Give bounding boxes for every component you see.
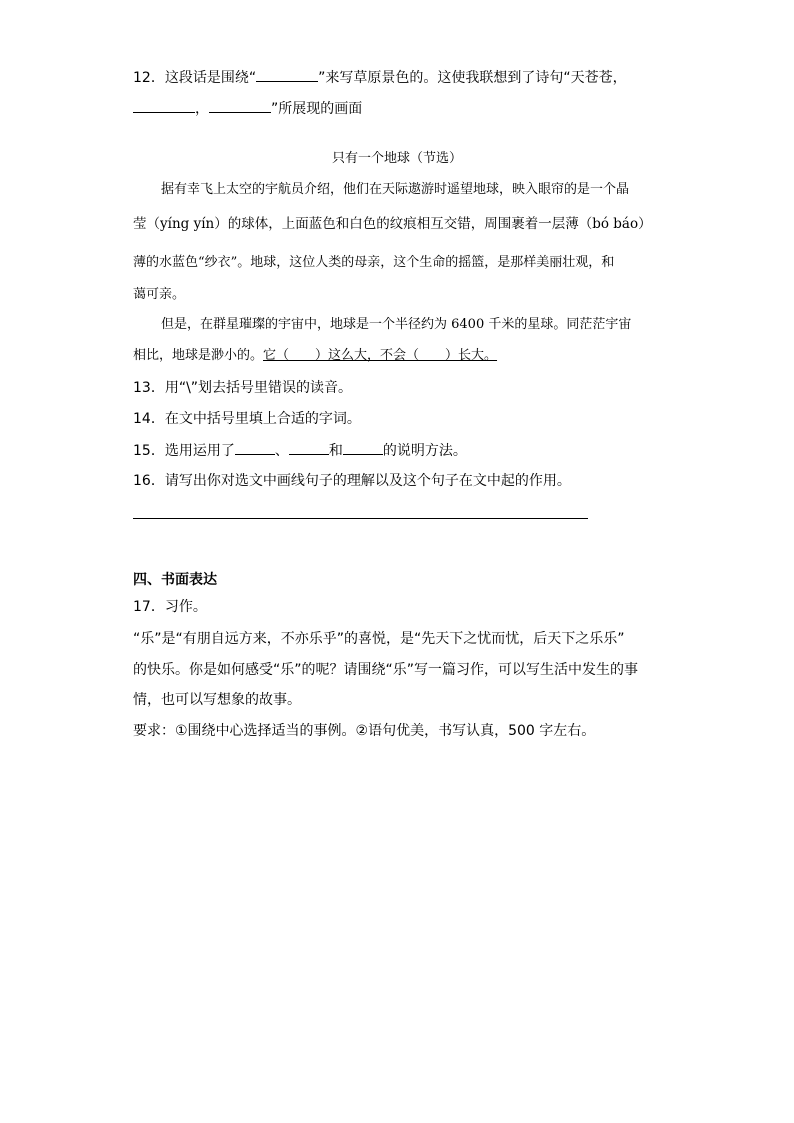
question-14: 14．在文中括号里填上合适的字词。 [133, 411, 361, 427]
section-4-heading: 四、书面表达 [133, 572, 217, 588]
prompt-line1: “乐”是“有朋自远方来，不亦乐乎”的喜悦，是“先天下之忧而忧，后天下之乐乐” [133, 631, 625, 647]
q12-blank-1[interactable] [256, 67, 318, 82]
passage-title: 只有一个地球（节选） [331, 151, 462, 166]
q12-blank-3[interactable] [209, 98, 271, 113]
passage-p1-line1: 据有幸飞上太空的宇航员介绍，他们在天际遨游时遥望地球，映入眼帘的是一个晶 [161, 182, 630, 197]
question-12-line1 [133, 67, 627, 88]
question-12-line2 [133, 98, 362, 119]
question-17: 17．习作。 [133, 599, 207, 615]
q12-text-a: 12．这段话是围绕“ [133, 70, 257, 86]
requirements: 要求：①围绕中心选择适当的事例。②语句优美，书写认真，500 字左右。 [133, 723, 596, 739]
q12-text-c: ， [195, 101, 209, 117]
passage-p2-text: 相比，地球是渺小的。 [133, 348, 264, 363]
q12-text-d: ”所展现的画面 [271, 101, 363, 117]
passage-p1-line3: 薄的水蓝色“纱衣”。地球，这位人类的母亲，这个生命的摇篮，是那样美丽壮观，和 [133, 255, 615, 270]
underlined-sentence: 它（ ）这么大，不会（ ）长大。 [263, 348, 498, 363]
q12-blank-2[interactable] [133, 98, 195, 113]
q15-text-d: 的说明方法。 [382, 443, 467, 459]
q12-text-b: ”来写草原景色的。这使我联想到了诗句“天苍苍， [318, 70, 627, 86]
question-15 [133, 440, 467, 461]
passage-p1-line2: 莹（yíng yín）的球体，上面蓝色和白色的纹痕相互交错，周围裹着一层薄（bó báo） [133, 216, 652, 232]
q16-answer-line[interactable] [133, 518, 588, 519]
question-13: 13．用“\”划去括号里错误的读音。 [133, 380, 353, 396]
q15-blank-3[interactable] [343, 440, 383, 455]
q15-text-a: 15．选用运用了 [133, 443, 235, 459]
prompt-line2: 的快乐。你是如何感受“乐”的呢？请围绕“乐”写一篇习作，可以写生活中发生的事 [133, 662, 639, 678]
passage-p2-line1: 但是，在群星璀璨的宇宙中，地球是一个半径约为 6400 千米的星球。同茫茫宇宙 [161, 317, 632, 332]
question-16: 16．请写出你对选文中画线句子的理解以及这个句子在文中起的作用。 [133, 473, 571, 489]
prompt-line3: 情，也可以写想象的故事。 [133, 692, 301, 708]
q15-text-b: 、 [274, 443, 289, 459]
q15-text-c: 和 [328, 443, 343, 459]
passage-p1-line4: 蔼可亲。 [133, 287, 186, 302]
q15-blank-1[interactable] [235, 440, 275, 455]
q15-blank-2[interactable] [289, 440, 329, 455]
passage-p2-line2 [133, 346, 497, 366]
